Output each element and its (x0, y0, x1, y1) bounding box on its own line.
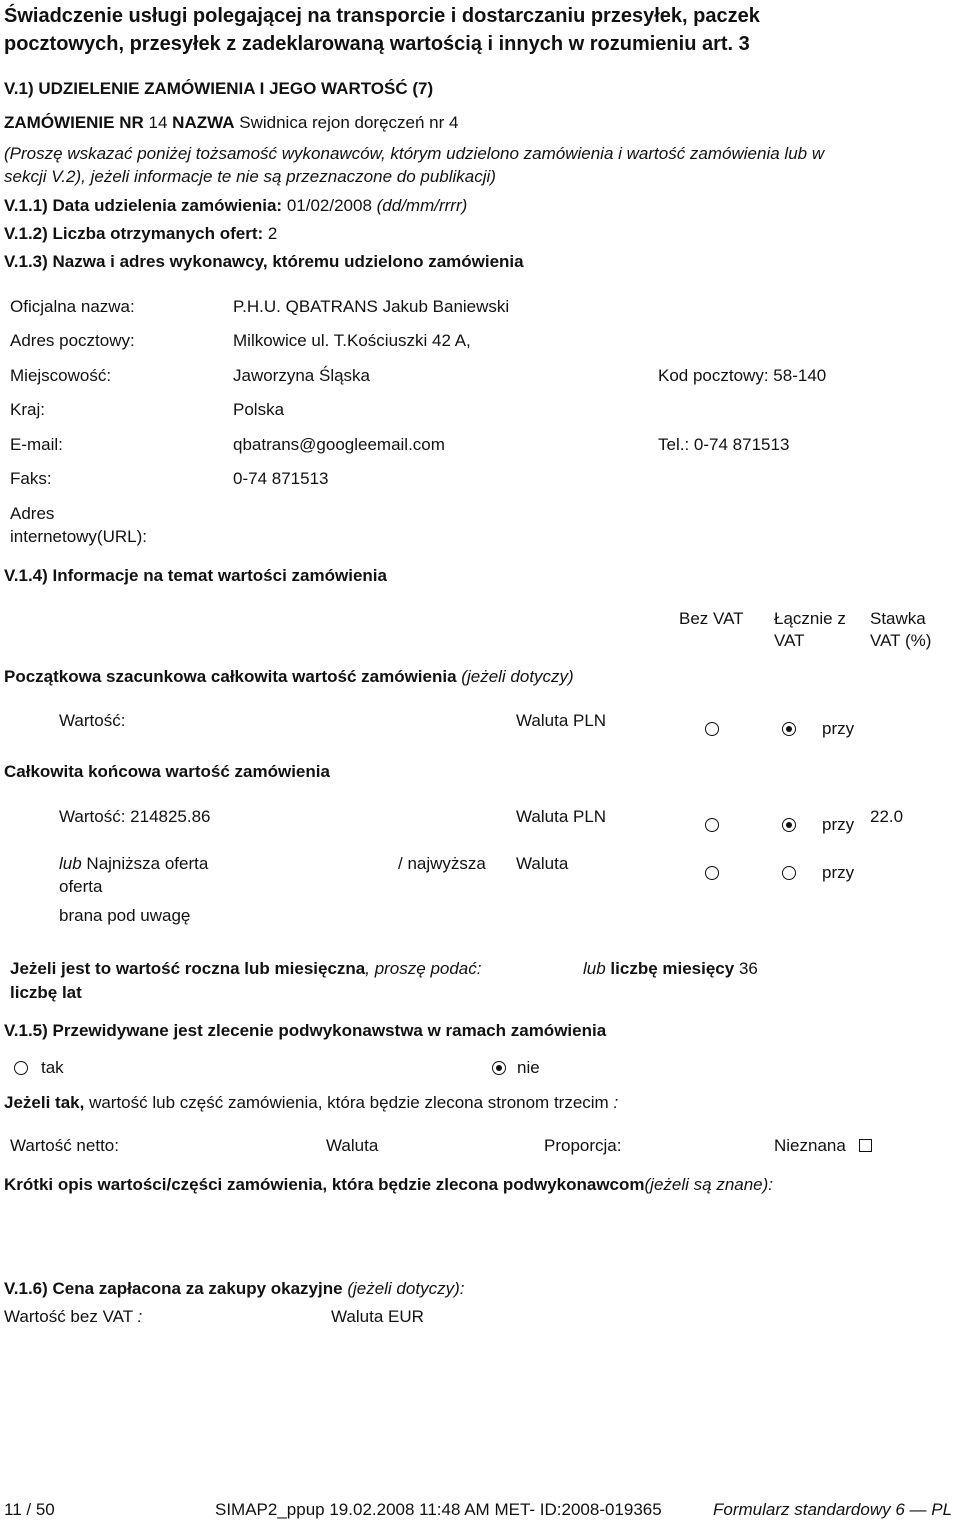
bargain-value-label: Wartość bez VAT (4, 1307, 133, 1326)
annual-years-label: liczbę lat (10, 983, 82, 1002)
tel-row (658, 435, 789, 455)
fax-label: Faks: (10, 469, 52, 488)
tel-value: 0-74 871513 (693, 435, 790, 454)
order-number-value: 14 (148, 113, 168, 132)
contractor-heading: V.1.3) Nazwa i adres wykonawcy, któremu udzielono zamówienia (4, 252, 524, 271)
postal-address-label: Adres pocztowy: (10, 331, 135, 350)
bargain-value-row (4, 1307, 142, 1327)
proportion-label: Proporcja: (544, 1136, 622, 1155)
initial-przy: przy (822, 719, 855, 738)
lowest-offer-line-1 (59, 854, 208, 874)
document-title-line-1: Świadczenie usługi polegającej na transporcie i dostarczaniu przesyłek, paczek (4, 5, 760, 27)
unknown-checkbox[interactable] (859, 1139, 872, 1152)
offers-count-row (4, 224, 277, 244)
award-date-value: 01/02/2008 (286, 196, 372, 215)
subcontracting-yes-label: tak (41, 1058, 64, 1077)
initial-value-heading (4, 667, 574, 687)
official-name-label: Oficjalna nazwa: (10, 297, 135, 316)
postcode-value: 58-140 (773, 366, 827, 385)
if-yes-text: wartość lub część zamówienia, która będzie zlecona stronom trzecim (89, 1093, 609, 1112)
email-label: E-mail: (10, 435, 63, 454)
if-yes-colon: : (613, 1093, 619, 1112)
lowest-offer-line-2: oferta (59, 877, 103, 896)
official-name-value: P.H.U. QBATRANS Jakub Baniewski (233, 297, 510, 316)
initial-value-label: Początkowa szacunkowa całkowita wartość zamówienia (4, 667, 457, 686)
final-lacznie-vat-radio[interactable] (782, 818, 796, 832)
col-lacznie-line-2: VAT (774, 631, 805, 650)
subcontract-description-label: Krótki opis wartości/części zamówienia, która będzie zlecona podwykonawcom (4, 1175, 645, 1194)
col-stawka-line-1: Stawka (870, 609, 926, 628)
country-value: Polska (233, 400, 285, 419)
lowest-lacznie-vat-radio[interactable] (782, 866, 796, 880)
url-label-line-1: Adres (10, 504, 55, 523)
subcontracting-no-label: nie (517, 1058, 540, 1077)
bargain-value-colon: : (137, 1307, 143, 1326)
col-stawka-line-2: VAT (%) (870, 631, 932, 650)
postcode-label: Kod pocztowy: (658, 366, 769, 385)
order-name-label: NAZWA (172, 113, 235, 132)
document-title-line-2: pocztowych, przesyłek z zadeklarowaną wartością i innych w rozumieniu art. 3 (4, 33, 750, 55)
order-number-label: ZAMÓWIENIE NR (4, 113, 144, 132)
months-lub: lub (583, 959, 606, 978)
final-bez-vat-radio[interactable] (705, 818, 719, 832)
city-label: Miejscowość: (10, 366, 112, 385)
subcontracting-heading: V.1.5) Przewidywane jest zlecenie podwykonawstwa w ramach zamówienia (4, 1021, 607, 1040)
subcontract-description-note: (jeżeli są znane): (644, 1175, 774, 1194)
email-value: qbatrans@googleemail.com (233, 435, 445, 454)
postcode-row (658, 366, 826, 386)
bargain-price-label: V.1.6) Cena zapłacona za zakupy okazyjne (4, 1279, 343, 1298)
final-value-heading: Całkowita końcowa wartość zamówienia (4, 762, 330, 781)
lowest-offer-label: Najniższa oferta (86, 854, 209, 873)
award-date-label: V.1.1) Data udzielenia zamówienia: (4, 196, 283, 215)
subcontract-currency-label: Waluta (326, 1136, 379, 1155)
subcontract-description-heading (4, 1175, 773, 1195)
section-v1-heading: V.1) UDZIELENIE ZAMÓWIENIA I JEGO WARTOŚĆ (7) (4, 79, 434, 98)
if-yes-label: Jeżeli tak, (4, 1093, 85, 1112)
final-value-field: Wartość: 214825.86 (59, 807, 211, 826)
offers-count-label: V.1.2) Liczba otrzymanych ofert: (4, 224, 264, 243)
highest-offer-label: / najwyższa (398, 854, 486, 873)
value-info-heading: V.1.4) Informacje na temat wartości zamówienia (4, 566, 387, 585)
city-value: Jaworzyna Śląska (233, 366, 371, 385)
bargain-price-heading (4, 1279, 464, 1299)
initial-lacznie-vat-radio[interactable] (782, 722, 796, 736)
lowest-przy: przy (822, 863, 855, 882)
lowest-bez-vat-radio[interactable] (705, 866, 719, 880)
lowest-currency: Waluta (516, 854, 569, 873)
annual-value-label: Jeżeli jest to wartość roczna lub miesięczna (10, 959, 366, 978)
lowest-offer-line-3: brana pod uwagę (59, 906, 191, 925)
annual-value-instruction: , proszę podać: (365, 959, 482, 978)
initial-bez-vat-radio[interactable] (705, 722, 719, 736)
award-date-format: (dd/mm/rrrr) (376, 196, 468, 215)
award-date-row (4, 196, 467, 216)
initial-value-field-label: Wartość: (59, 711, 126, 730)
initial-value-note: (jeżeli dotyczy) (461, 667, 574, 686)
annual-value-line-1 (10, 959, 482, 979)
order-name-value: Swidnica rejon doręczeń nr 4 (239, 113, 459, 132)
months-value: 36 (738, 959, 758, 978)
months-row (583, 959, 758, 979)
months-label: liczbę miesięcy (610, 959, 735, 978)
url-label-line-2: internetowy(URL): (10, 527, 147, 546)
footer-form-name: Formularz standardowy 6 — PL (713, 1500, 953, 1519)
col-bez-vat: Bez VAT (679, 609, 744, 628)
bargain-currency: Waluta EUR (331, 1307, 424, 1326)
subcontracting-if-yes (4, 1093, 618, 1113)
col-lacznie-line-1: Łącznie z (774, 609, 846, 628)
country-label: Kraj: (10, 400, 45, 419)
offers-count-value: 2 (267, 224, 278, 243)
postal-address-value: Milkowice ul. T.Kościuszki 42 A, (233, 331, 471, 350)
subcontracting-yes-radio[interactable] (14, 1061, 28, 1075)
final-przy: przy (822, 815, 855, 834)
publication-note-line-1: (Proszę wskazać poniżej tożsamość wykonawców, którym udzielono zamówienia i wartość zamówienia lub w (4, 144, 825, 163)
fax-value: 0-74 871513 (233, 469, 329, 488)
lowest-offer-lub: lub (59, 854, 82, 873)
tel-label: Tel.: (658, 435, 690, 454)
final-vat-rate: 22.0 (870, 807, 904, 826)
footer-document-id: SIMAP2_ppup 19.02.2008 11:48 AM MET- ID:2008-019365 (215, 1500, 662, 1519)
net-value-label: Wartość netto: (10, 1136, 119, 1155)
footer-page-number: 11 / 50 (4, 1500, 55, 1519)
unknown-label: Nieznana (774, 1136, 846, 1155)
final-currency: Waluta PLN (516, 807, 607, 826)
bargain-price-note: (jeżeli dotyczy): (347, 1279, 465, 1298)
publication-note-line-2: sekcji V.2), jeżeli informacje te nie są przeznaczone do publikacji) (4, 167, 496, 186)
initial-currency: Waluta PLN (516, 711, 607, 730)
order-line (4, 113, 458, 133)
subcontracting-no-radio[interactable] (492, 1061, 506, 1075)
